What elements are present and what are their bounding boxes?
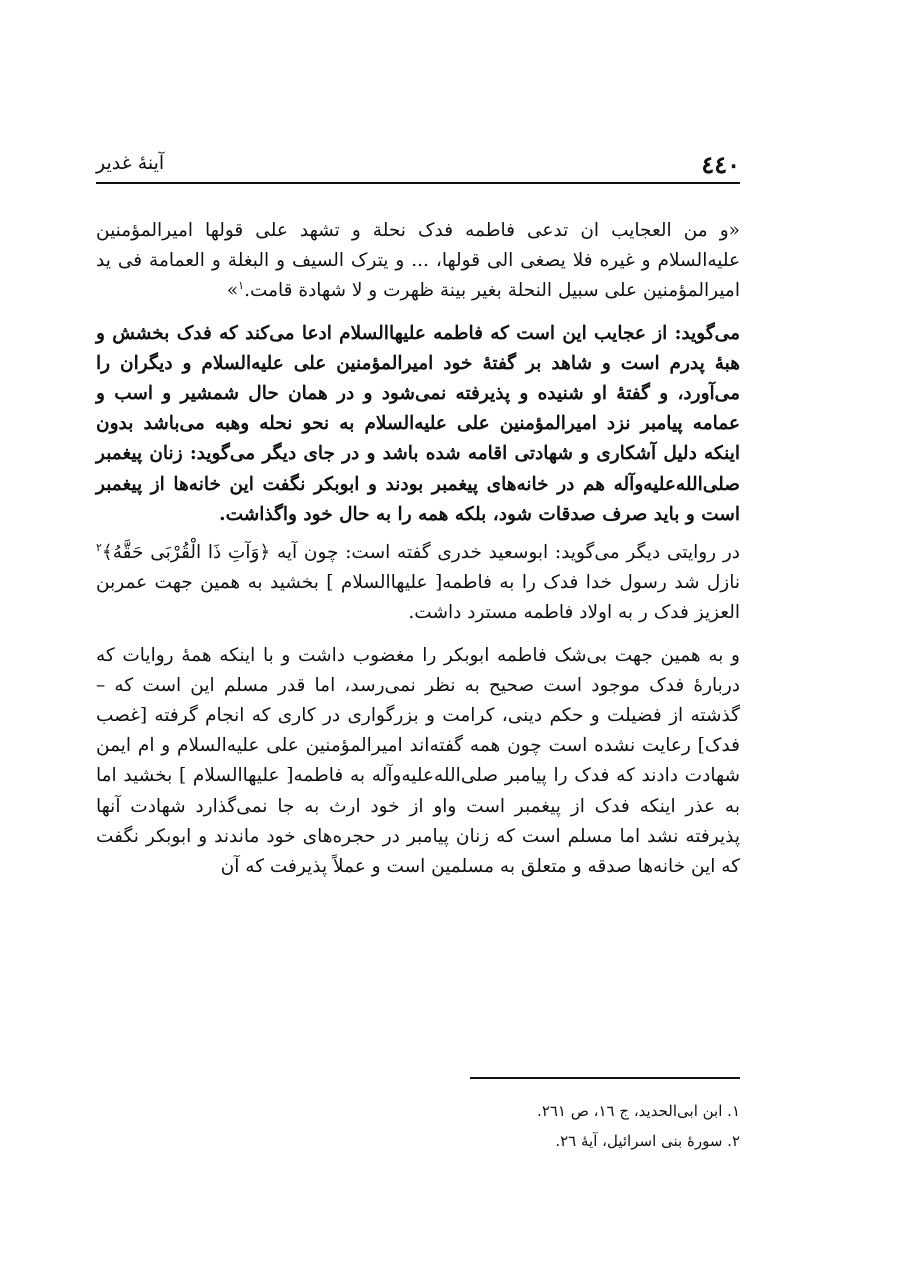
quote-close-mark: »	[226, 280, 239, 302]
page-number: ٤٤٠	[701, 150, 740, 179]
bold-translation-paragraph: می‌گوید: از عجایب این است که فاطمه علیهاالسلام ادعا می‌کند که فدک بخشش و هبهٔ پدرم است و شاهد بر گفتهٔ خود امیرالمؤمنین علی علیه‌السلام و دیگران را می‌آورد، و گفتهٔ او شنیده و پذیرفته نمی‌شود و در همان حال شمشیر و اسب و عمامه پیامبر نزد امیرالمؤمنین علی علیه‌السلام به نحو نحله وهبه می‌باشد بدون اینکه دلیل آشکاری و شهادتی اقامه شده باشد و در جای دیگر می‌گوید: زنان پیغمبر صلی‌الله‌علیه‌وآله هم در خانه‌های پیغمبر بودند و ابوبکر نگفت این خانه‌ها از پیغمبر است و باید صرف صدقات شود، بلکه همه را به حال خود واگذاشت.	[96, 322, 740, 525]
narration-text-part-2: نازل شد رسول خدا فدک را به فاطمه[ علیهاالسلام ] بخشید به همین جهت عمربن العزیز فدک ر به اولاد فاطمه مسترد داشت.	[96, 572, 740, 624]
arabic-quotation-text: «و من العجایب ان تدعی فاطمه فدک نحلة و تشهد علی قولها امیرالمؤمنین علیه‌السلام و غیره فلا یصغی الی قولها، ... و یترک السیف و البغلة و العمامة فی ید امیرالمؤمنین علی سبیل النحلة بغیر بینة ظهرت و لا شهادة قامت.	[96, 220, 740, 302]
footnote-1: ١. ابن ابی‌الحدید، ج ١٦، ص ٢٦١.	[537, 1102, 740, 1120]
narration-paragraph	[96, 538, 740, 629]
running-title: آینهٔ غدیر	[96, 152, 165, 174]
footnote-2: ٢. سورهٔ بنی اسرائیل، آیهٔ ٢٦.	[555, 1132, 740, 1150]
page-header	[96, 146, 740, 180]
footnote-ref-2: ٢	[96, 540, 102, 554]
header-rule	[96, 182, 740, 184]
page-body	[96, 216, 740, 882]
discussion-paragraph: و به همین جهت بی‌شک فاطمه ابوبکر را مغضوب داشت و با اینکه همهٔ روایات که دربارهٔ فدک موجود است صحیح به نظر نمی‌رسد، اما قدر مسلم این است که – گذشته از فضیلت و حکم دینی، کرامت و بزرگواری در کاری که انجام گرفته [غصب فدک] رعایت نشده است چون همه گفته‌اند امیرالمؤمنین علی علیه‌السلام و ام ایمن شهادت دادند که فدک را پیامبر صلی‌الله‌علیه‌وآله به فاطمه[ علیهاالسلام ] بخشید اما به عذر اینکه فدک از پیغمبر است واو از خود ارث به جا نمی‌گذارد شهادت آنها پذیرفته نشد اما مسلم است که زنان پیامبر در حجره‌های خود ماندند و ابوبکر نگفت که این خانه‌ها صدقه و متعلق به مسلمین است و عملاً پذیرفت که آن	[96, 644, 740, 878]
arabic-quotation	[96, 216, 740, 307]
footnote-ref-1: ١	[238, 279, 245, 293]
footnotes	[400, 1096, 740, 1156]
narration-text-part-1: در روایتی دیگر می‌گوید: ابوسعید خدری گفته است: چون آیه ﴿وَآتِ ذَا الْقُرْبَى حَقَّهُ﴾	[101, 542, 740, 564]
footnote-separator	[470, 1077, 740, 1079]
